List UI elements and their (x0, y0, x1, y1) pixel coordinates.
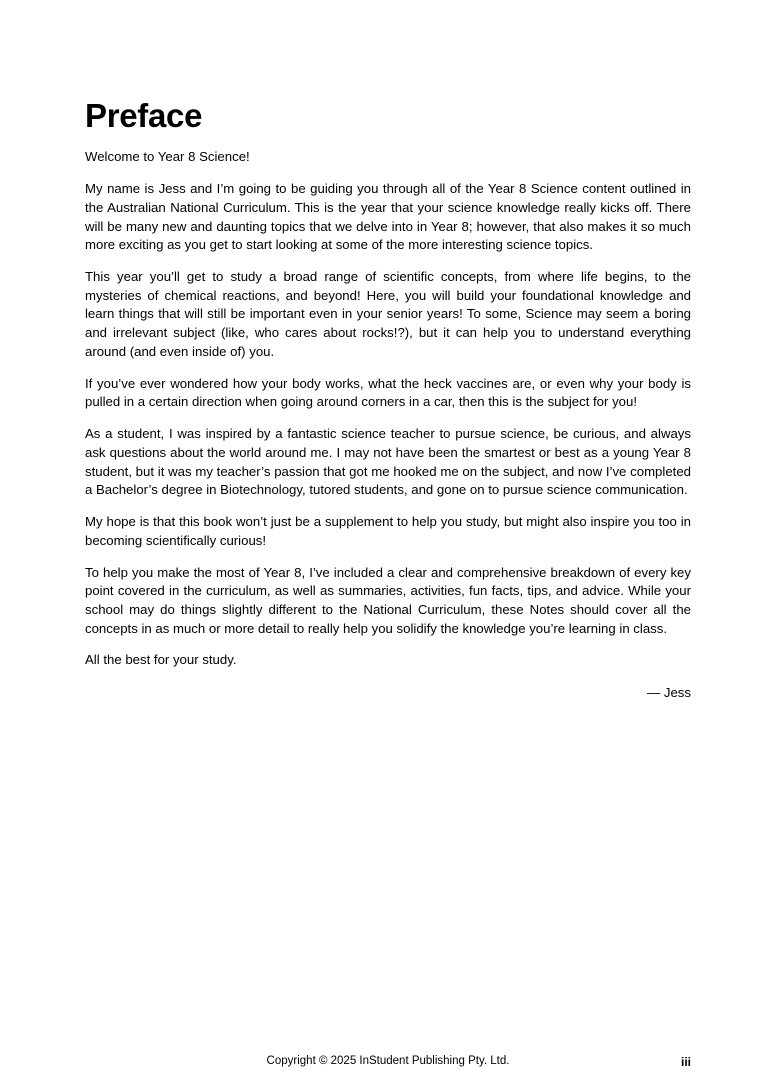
page-title: Preface (85, 97, 203, 134)
page-content (85, 98, 691, 703)
page-footer (85, 1055, 691, 1073)
author-signature: — Jess (647, 685, 691, 701)
paragraph-intro: My name is Jess and I’m going to be guiding you through all of the Year 8 Science content outlined in the Australian National Curriculum. This is the year that your science knowledge really kicks off. There will be many new and daunting topics that we delve into in Year 8; however, that also makes it so much more exciting as you get to start looking at some of the more interesting science topics. (85, 181, 691, 253)
paragraph-closing: All the best for your study. (85, 652, 237, 668)
paragraph-book-features: To help you make the most of Year 8, I’ve included a clear and comprehensive breakdown of every key point covered in the curriculum, as well as summaries, activities, fun facts, tips, and advice. While your school may do things slightly different to the National Curriculum, these Notes should cover all the concepts in as much or more detail to really help you solidify the knowledge you’re learning in class. (85, 564, 691, 636)
paragraph-curiosity: If you’ve ever wondered how your body works, what the heck vaccines are, or even why your body is pulled in a certain direction when going around corners in a car, then this is the subject for you! (85, 375, 691, 410)
copyright-notice: Copyright © 2025 InStudent Publishing Pty. Ltd. (266, 1055, 510, 1067)
page-number: iii (680, 1055, 691, 1069)
paragraph-concepts: This year you’ll get to study a broad range of scientific concepts, from where life begins, to the mysteries of chemical reactions, and beyond! Here, you will build your foundational knowledge and learn things that will still be important even in your senior years! To some, Science may seem a boring and irrelevant subject (like, who cares about rocks!?), but it can help you to understand everything around (and even inside of) you. (85, 268, 691, 359)
paragraph-hope: My hope is that this book won’t just be a supplement to help you study, but might also inspire you too in becoming scientifically curious! (85, 514, 691, 548)
paragraph-welcome: Welcome to Year 8 Science! (85, 149, 250, 165)
paragraph-author-story: As a student, I was inspired by a fantastic science teacher to pursue science, be curious, and always ask questions about the world around me. I may not have been the smartest or best as a young Year 8 student, but it was my teacher’s passion that got me hooked me on the subject, and now I’ve completed a Bachelor’s degree in Biotechnology, tutored students, and gone on to pursue science communication. (85, 426, 691, 498)
